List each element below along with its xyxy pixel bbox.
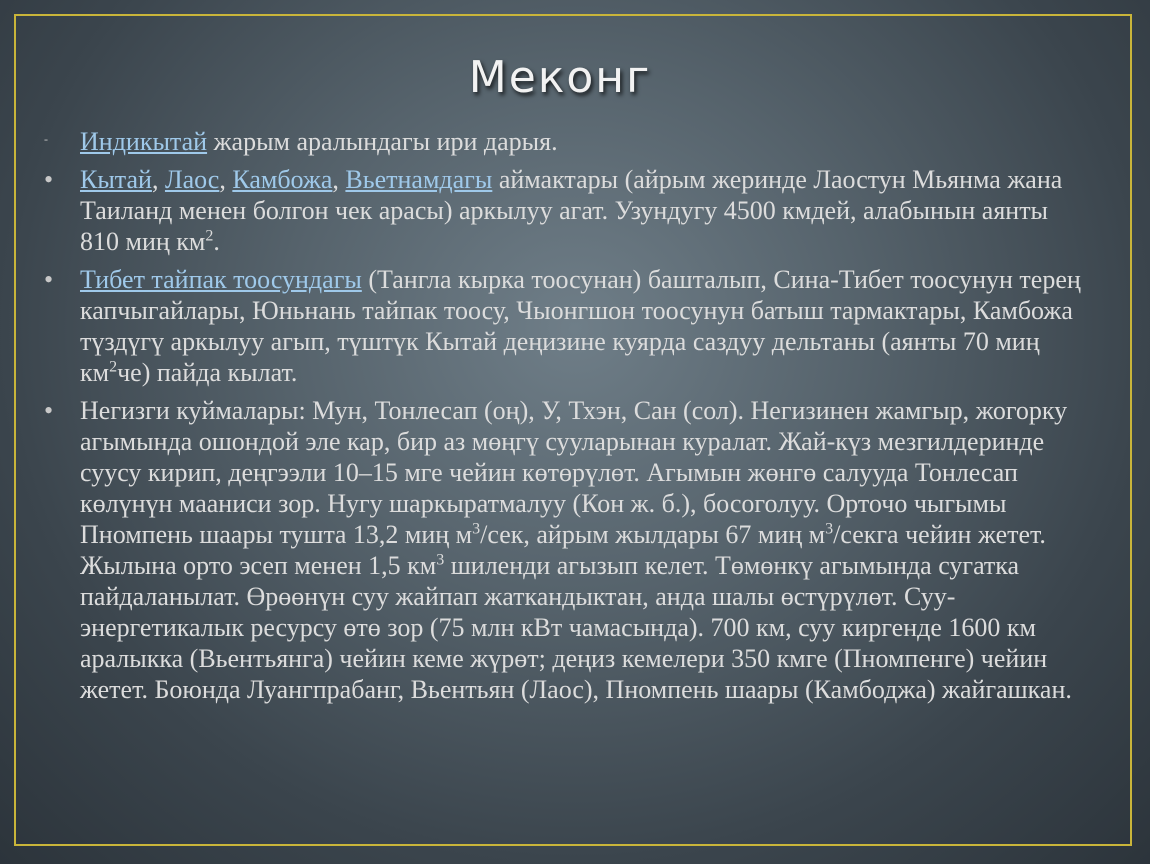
item-text: /сек, айрым жылдары 67 миң м xyxy=(480,520,826,549)
list-item xyxy=(44,126,1084,157)
superscript: 2 xyxy=(109,358,118,376)
item-text: /секга чейин жетет. Жылына орто эсеп менен 1,5 км xyxy=(80,520,1046,580)
item-text: . xyxy=(213,227,220,256)
superscript: 2 xyxy=(205,227,214,245)
list-item xyxy=(44,395,1084,705)
list-item xyxy=(44,264,1084,388)
item-text: (Тангла кырка тоосунан) башталып, Сина-Тибет тоосунун терең капчыгайлары, Юньнань тайпак тоосу, Чыонгшон тоосунун батыш тармактары, Камбожа түздүгү аркылуу агып, түштүк Кытай деңизине куярда саздуу дельтаны (аянты 70 миң км xyxy=(80,265,1081,387)
superscript: 3 xyxy=(436,551,445,569)
link-china[interactable]: Кытай xyxy=(80,165,152,194)
link-tibet-plateau[interactable]: Тибет тайпак тоосундагы xyxy=(80,265,362,294)
superscript: 3 xyxy=(472,520,481,538)
link-cambodia[interactable]: Камбожа xyxy=(232,165,333,194)
slide-title: Меконг xyxy=(468,52,652,103)
superscript: 3 xyxy=(825,520,834,538)
item-text: че) пайда кылат. xyxy=(117,358,298,387)
item-text: жарым аралындагы ири дарыя. xyxy=(207,127,558,156)
list-item xyxy=(44,164,1084,257)
separator: , xyxy=(332,165,346,194)
link-laos[interactable]: Лаос xyxy=(164,165,220,194)
bullet-dash: - xyxy=(44,132,48,146)
item-text: Негизги куймалары: Мун, Тонлесап (оң), У, Тхэн, Сан (сол). Негизинен жамгыр, жогорку агымында ошондой эле кар, бир аз мөңгү сууларынан куралат. Жай-күз мезгилдеринде суусу кирип, деңгээли 10–15 мге чейин көтөрүлөт. Агымын жөнгө салууда Тонлесап көлүнүн мааниси зор. Нугу шаркыратмалуу (Кон ж. б.), босоголуу. Орточо чыгымы Пномпень шаары туштa 13,2 миң м xyxy=(80,396,1068,549)
separator: , xyxy=(219,165,233,194)
link-indochina[interactable]: Индикытай xyxy=(80,127,208,156)
bullet-dot: • xyxy=(44,265,54,294)
separator: , xyxy=(151,165,165,194)
item-text: аймактары (айрым жеринде Лаостун Мьянма жана Таиланд менен болгон чек арасы) аркылуу агат. Узундугу 4500 кмдей, алабынын аянты 810 миң км xyxy=(80,165,1063,256)
link-vietnam[interactable]: Вьетнамдагы xyxy=(345,165,493,194)
bullet-dot: • xyxy=(44,396,54,425)
bullet-dot: • xyxy=(44,165,54,194)
item-text: шиленди агызып келет. Төмөнкү агымында сугатка пайдаланылат. Өрөөнүн суу жайпап жаткандыктан, анда шалы өстүрүлөт. Суу-энергетикалык ресурсу өтө зор (75 млн кВт чамасында). 700 км, суу киргенде 1600 км аралыкка (Вьентьянга) чейин кеме жүрөт; деңиз кемелери 350 кмге (Пномпенге) чейин жетет. Боюнда Луангпрабанг, Вьентьян (Лаос), Пномпень шаары (Камбоджа) жайгашкан. xyxy=(80,551,1072,704)
slide-content xyxy=(44,126,1084,712)
